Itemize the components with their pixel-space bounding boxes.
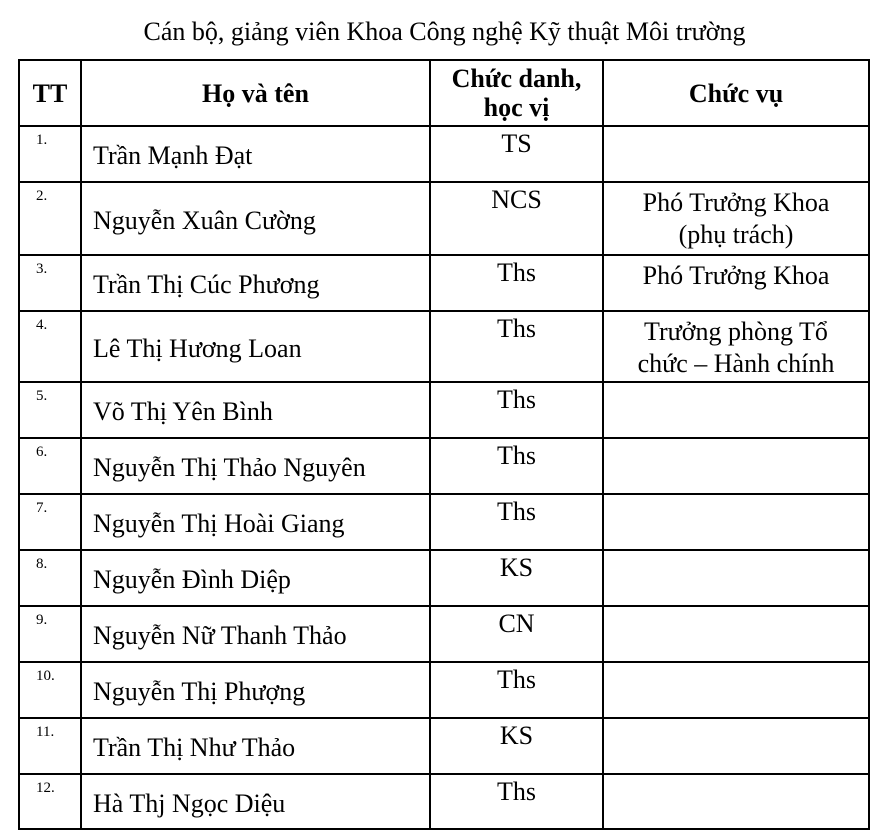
row-position [603,438,869,494]
row-name: Trần Mạnh Đạt [81,126,430,182]
row-position-line2: (phụ trách) [678,220,794,249]
row-number: 4. [19,311,81,382]
row-number: 6. [19,438,81,494]
row-name: Nguyễn Nữ Thanh Thảo [81,606,430,662]
row-position [603,382,869,438]
row-name: Nguyễn Thị Phượng [81,662,430,718]
row-degree: Ths [430,311,603,382]
row-number: 2. [19,182,81,255]
row-degree: NCS [430,182,603,255]
row-number: 10. [19,662,81,718]
row-number: 8. [19,550,81,606]
table-row [19,550,869,606]
row-name: Nguyễn Đình Diệp [81,550,430,606]
row-number: 5. [19,382,81,438]
row-position [603,550,869,606]
row-position [603,255,869,311]
table-row [19,438,869,494]
staff-table [18,59,870,830]
row-degree: Ths [430,438,603,494]
header-name: Họ và tên [81,60,430,126]
row-degree: Ths [430,382,603,438]
row-degree: Ths [430,774,603,829]
header-position: Chức vụ [603,60,869,126]
page-title: Cán bộ, giảng viên Khoa Công nghệ Kỹ thuật Môi trường [143,17,746,46]
table-header-row [19,60,869,126]
row-number: 12. [19,774,81,829]
row-position [603,774,869,829]
row-name: Nguyễn Thị Hoài Giang [81,494,430,550]
row-degree: CN [430,606,603,662]
row-name: Lê Thị Hương Loan [81,311,430,382]
row-position [603,126,869,182]
header-degree-line2: học vị [483,93,550,122]
row-position [603,494,869,550]
row-position [603,182,869,255]
table-row [19,494,869,550]
row-name: Nguyễn Thị Thảo Nguyên [81,438,430,494]
row-position [603,606,869,662]
row-degree: Ths [430,255,603,311]
row-number: 3. [19,255,81,311]
header-degree-line1: Chức danh, [451,64,582,93]
row-degree: Ths [430,662,603,718]
header-tt: TT [19,60,81,126]
row-position [603,311,869,382]
table-row [19,126,869,182]
row-number: 1. [19,126,81,182]
table-row [19,718,869,774]
table-row [19,182,869,255]
row-position-line1: Phó Trưởng Khoa [642,261,830,290]
row-degree: KS [430,550,603,606]
row-name: Võ Thị Yên Bình [81,382,430,438]
table-row [19,774,869,829]
row-position-line2: chức – Hành chính [637,349,835,378]
table-row [19,662,869,718]
row-name: Nguyễn Xuân Cường [81,182,430,255]
row-position-line1: Phó Trưởng Khoa [642,188,830,217]
row-degree: TS [430,126,603,182]
table-row [19,255,869,311]
row-position [603,718,869,774]
row-position-line1: Trưởng phòng Tổ [644,317,828,346]
table-row [19,606,869,662]
table-row [19,311,869,382]
row-name: Trần Thị Như Thảo [81,718,430,774]
table-row [19,382,869,438]
row-number: 7. [19,494,81,550]
row-number: 9. [19,606,81,662]
row-name: Trần Thị Cúc Phương [81,255,430,311]
row-name: Hà Thj Ngọc Diệu [81,774,430,829]
row-degree: Ths [430,494,603,550]
header-degree [430,60,603,126]
row-number: 11. [19,718,81,774]
row-degree: KS [430,718,603,774]
row-position [603,662,869,718]
